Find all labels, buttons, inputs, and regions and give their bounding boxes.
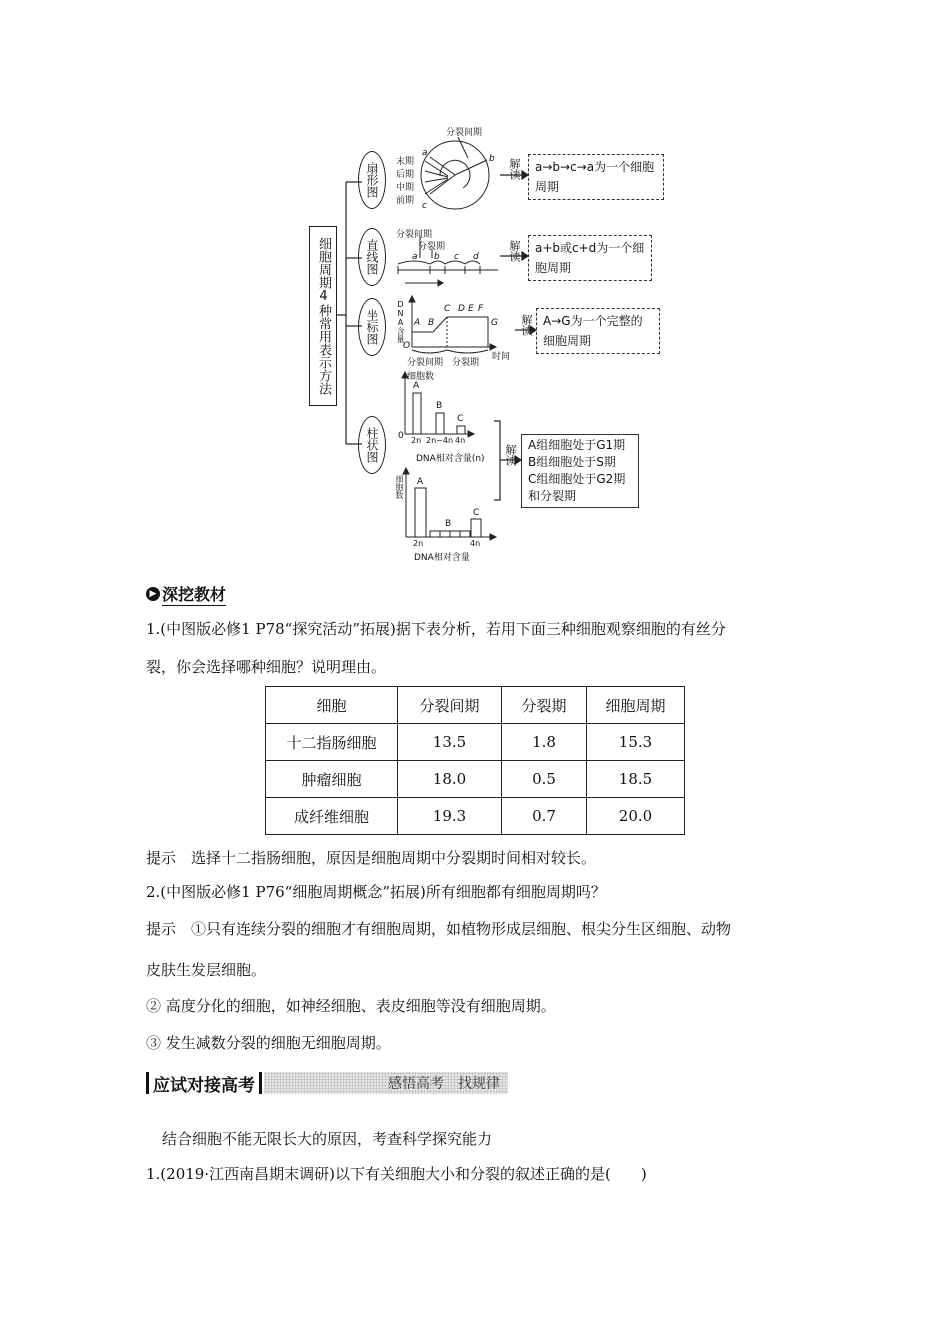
coord-ylabel: DNA含量 bbox=[396, 300, 405, 343]
pie-point: a bbox=[422, 148, 428, 158]
bar1-category: 2n bbox=[411, 436, 422, 445]
bar2-group: B bbox=[445, 519, 452, 529]
table-cell: 18.5 bbox=[587, 761, 685, 798]
table-cell: 19.3 bbox=[398, 798, 502, 835]
line-point: c bbox=[454, 252, 459, 262]
hint-2-line4: ③ 发生减数分裂的细胞无细胞周期。 bbox=[146, 1034, 391, 1052]
table-cell: 18.0 bbox=[398, 761, 502, 798]
line-label-interphase: 分裂间期 bbox=[396, 230, 433, 240]
line-point: d bbox=[473, 252, 479, 262]
pie-phase: 中期 bbox=[396, 183, 415, 193]
banner-divider bbox=[259, 1072, 262, 1094]
table-cell: 十二指肠细胞 bbox=[266, 724, 398, 761]
bar1-xlabel: DNA相对含量(n) bbox=[416, 454, 485, 464]
table-cell: 15.3 bbox=[587, 724, 685, 761]
cell-cycle-table bbox=[265, 686, 685, 835]
pie-point: c bbox=[422, 201, 427, 211]
bar1-group: B bbox=[436, 401, 443, 411]
table-cell: 肿瘤细胞 bbox=[266, 761, 398, 798]
explain-label: 解读 bbox=[508, 158, 521, 180]
hint-2-line1: 提示 ①只有连续分裂的细胞才有细胞周期，如植物形成层细胞、根尖分生区细胞、动物 bbox=[146, 920, 732, 938]
table-header: 细胞周期 bbox=[587, 687, 685, 724]
line-point: b bbox=[434, 252, 440, 262]
table-header: 分裂间期 bbox=[398, 687, 502, 724]
coord-segment: 分裂期 bbox=[452, 358, 480, 368]
question-1-gaokao: 1.(2019·江西南昌期末调研)以下有关细胞大小和分裂的叙述正确的是( ) bbox=[146, 1165, 647, 1183]
line-label-mitosis: 分裂期 bbox=[418, 242, 446, 252]
coord-point: F bbox=[478, 304, 484, 314]
coord-point: C bbox=[444, 304, 451, 314]
table-row bbox=[266, 761, 685, 798]
pie-chart bbox=[421, 137, 489, 209]
coord-point: D bbox=[458, 304, 465, 314]
explanation-coord: A→G为一个完整的细胞周期 bbox=[536, 308, 660, 354]
hint-2-line2: 皮肤生发层细胞。 bbox=[146, 961, 267, 979]
method-bar-chart: 柱状图 bbox=[358, 416, 386, 474]
coord-xlabel: 时间 bbox=[492, 352, 511, 362]
table-header-row bbox=[266, 687, 685, 724]
play-icon: ▶ bbox=[146, 587, 160, 601]
section-2-title: 应试对接高考 bbox=[153, 1075, 255, 1096]
bar2-category: 2n bbox=[413, 539, 424, 548]
explain-label: 解读 bbox=[508, 240, 521, 262]
explain-label: 解读 bbox=[504, 444, 517, 466]
banner-pattern bbox=[264, 1072, 508, 1094]
bar1-group: C bbox=[457, 414, 464, 424]
table-cell: 13.5 bbox=[398, 724, 502, 761]
bar1-category: 4n bbox=[455, 436, 466, 445]
bar2-group: C bbox=[473, 508, 480, 518]
bar2-ylabel: 细胞数 bbox=[395, 475, 404, 499]
explanation-fan: a→b→c→a为一个细胞周期 bbox=[528, 154, 664, 200]
pie-point: b bbox=[489, 154, 495, 164]
bar1-group: A bbox=[413, 381, 420, 391]
section-2-subtitle: 感悟高考 找规律 bbox=[388, 1076, 500, 1092]
method-fan-chart: 扇形图 bbox=[358, 151, 386, 209]
bar2-group: A bbox=[417, 477, 424, 487]
pie-phase: 前期 bbox=[396, 196, 415, 206]
table-cell: 成纤维细胞 bbox=[266, 798, 398, 835]
section-heading: ▶ 深挖教材 bbox=[146, 582, 226, 606]
coord-point: E bbox=[468, 304, 474, 314]
topic-line: 结合细胞不能无限长大的原因，考查科学探究能力 bbox=[162, 1130, 493, 1148]
question-1-line1: 1.(中图版必修1 P78“探究活动”拓展)据下表分析，若用下面三种细胞观察细胞的有丝分 bbox=[146, 620, 726, 638]
pie-phase: 后期 bbox=[396, 170, 415, 180]
bar1-origin: 0 bbox=[398, 431, 404, 441]
pie-title: 分裂间期 bbox=[446, 128, 483, 138]
table-cell: 0.7 bbox=[502, 798, 587, 835]
table-cell: 0.5 bbox=[502, 761, 587, 798]
question-1-line2: 裂，你会选择哪种细胞？说明理由。 bbox=[146, 658, 387, 676]
coord-point: B bbox=[428, 318, 435, 328]
bar1-category: 2n~4n bbox=[426, 436, 454, 445]
explain-label: 解读 bbox=[520, 314, 533, 336]
coord-point: G bbox=[491, 318, 498, 328]
table-cell: 1.8 bbox=[502, 724, 587, 761]
banner-left-bar bbox=[146, 1072, 149, 1094]
coord-origin: O bbox=[403, 341, 411, 351]
table-row bbox=[266, 798, 685, 835]
table-row bbox=[266, 724, 685, 761]
section-2-banner bbox=[146, 1070, 508, 1096]
table-cell: 20.0 bbox=[587, 798, 685, 835]
explanation-line: a+b或c+d为一个细胞周期 bbox=[528, 235, 652, 281]
coord-segment: 分裂间期 bbox=[407, 358, 444, 368]
line-point: a bbox=[412, 252, 418, 262]
pie-phase: 末期 bbox=[396, 157, 415, 167]
method-line-chart: 直线图 bbox=[358, 228, 386, 286]
coord-point: A bbox=[414, 318, 421, 328]
bar2-category: 4n bbox=[470, 539, 481, 548]
bar1-ylabel: 细胞数 bbox=[407, 372, 435, 382]
question-2: 2.(中图版必修1 P76“细胞周期概念”拓展)所有细胞都有细胞周期吗？ bbox=[146, 883, 606, 901]
method-coordinate-chart: 坐标图 bbox=[358, 298, 386, 356]
hint-2-line3: ② 高度分化的细胞，如神经细胞、表皮细胞等没有细胞周期。 bbox=[146, 997, 556, 1015]
root-label: 细胞周期4种常用表示方法 bbox=[316, 237, 331, 395]
table-header: 细胞 bbox=[266, 687, 398, 724]
explanation-bar: A组细胞处于G1期 B组细胞处于S期 C组细胞处于G2期 和分裂期 bbox=[521, 434, 639, 508]
hint-1: 提示 选择十二指肠细胞，原因是细胞周期中分裂期时间相对较长。 bbox=[146, 849, 597, 867]
bar2-xlabel: DNA相对含量 bbox=[414, 553, 470, 563]
table-header: 分裂期 bbox=[502, 687, 587, 724]
